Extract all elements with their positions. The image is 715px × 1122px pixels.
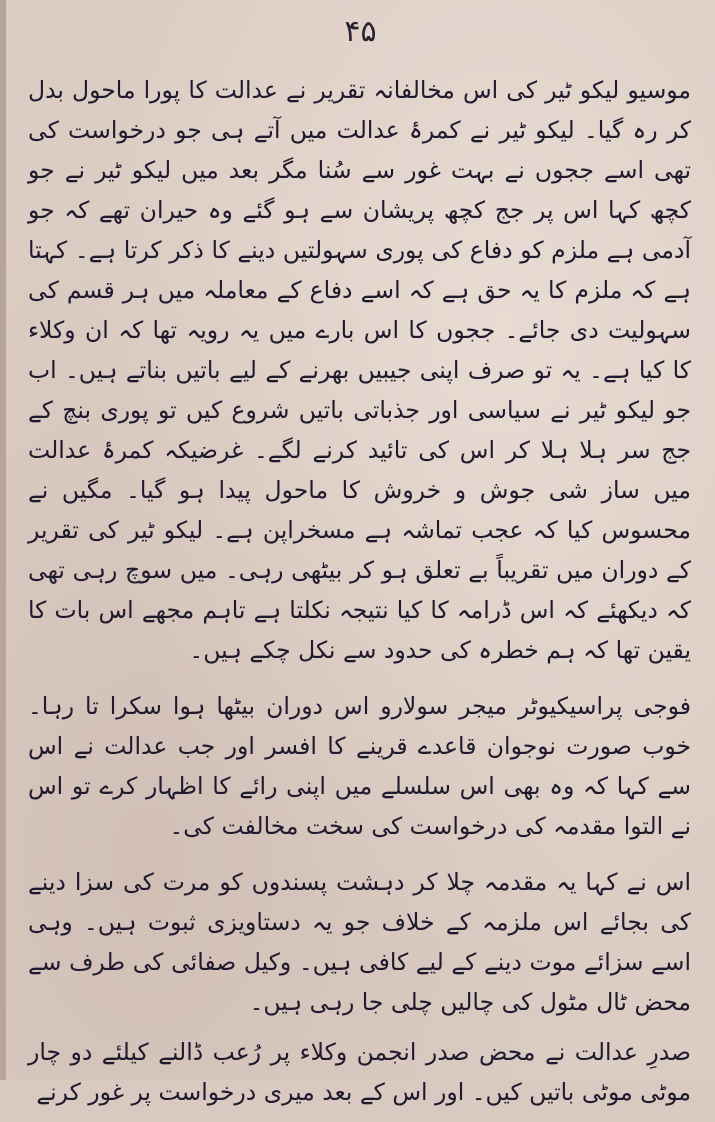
- paragraph-2: فوجی پراسیکیوٹر میجر سولارو اس دوران بیٹھا ہوا سکرا تا رہا۔ خوب صورت نوجوان قاعدے قرینے کا افسر اور جب عدالت نے اس سے کہا کہ وہ بھی اس سلسلے میں اپنی رائے کا اظہار کرے تو اس نے التوا مقدمہ کی درخواست کی سخت مخالفت کی۔: [28, 692, 691, 840]
- paragraph-1: موسیو لیکو ٹیر کی اس مخالفانہ تقریر نے عدالت کا پورا ماحول بدل کر رہ گیا۔ لیکو ٹیر نے کمرۂ عدالت میں آتے ہی جو درخواست کی تھی اسے ججوں نے بہت غور سے سُنا مگر بعد میں لیکو ٹیر نے جو کچھ کہا اس پر جج کچھ پریشان سے ہو گئے وہ حیران تھے کہ جو آدمی ہے ملزم کو دفاع کی پوری سہولتیں دینے کا ذکر کرتا ہے۔ کہتا ہے کہ ملزم کا یہ حق ہے کہ اسے دفاع کے معاملہ میں ہر قسم کی سہولیت دی جائے۔ ججوں کا اس بارے میں یہ رویہ تھا کہ ان وکلاء کا کیا ہے۔ یہ تو صرف اپنی جیبیں بھرنے کے لیے باتیں بناتے ہیں۔ اب جو لیکو ٹیر نے سیاسی اور جذباتی باتیں شروع کیں تو پوری بنچ کے جج سر ہلا ہلا کر اس کی تائید کرنے لگے۔ غرضیکہ کمرۂ عدالت میں ساز شی جوش و خروش کا ماحول پیدا ہو گیا۔ مگیں نے محسوس کیا کہ عجب تماشہ ہے مسخراپن ہے۔ لیکو ٹیر کی تقریر کے دوران میں تقریباً بے تعلق ہو کر بیٹھی رہی۔ میں سوچ رہی تھی کہ دیکھئے کہ اس ڈرامہ کا کیا نتیجہ نکلتا ہے تاہم مجھے اس بات کا یقین تھا کہ ہم خطرہ کی حدود سے نکل چکے ہیں۔: [28, 76, 691, 664]
- page-text: [28, 70, 691, 1122]
- paragraph-4: صدرِ عدالت نے محض صدر انجمن وکلاء پر رُعب ڈالنے کیلئے دو چار موٹی موٹی باتیں کیں۔ اور اس کے بعد میری درخواست پر غور کرنے: [28, 1038, 691, 1106]
- page-number: ۴۵: [344, 14, 377, 49]
- paragraph-3: اس نے کہا یہ مقدمہ چلا کر دہشت پسندوں کو مرت کی سزا دینے کی بجائے اس ملزمہ کے خلاف جو یہ دستاویزی ثبوت ہیں۔ وہی اسے سزائے موت دینے کے لیے کافی ہیں۔ وکیل صفائی کی طرف سے محض ٹال مٹول کی چالیں چلی جا رہی ہیں۔: [28, 868, 691, 1016]
